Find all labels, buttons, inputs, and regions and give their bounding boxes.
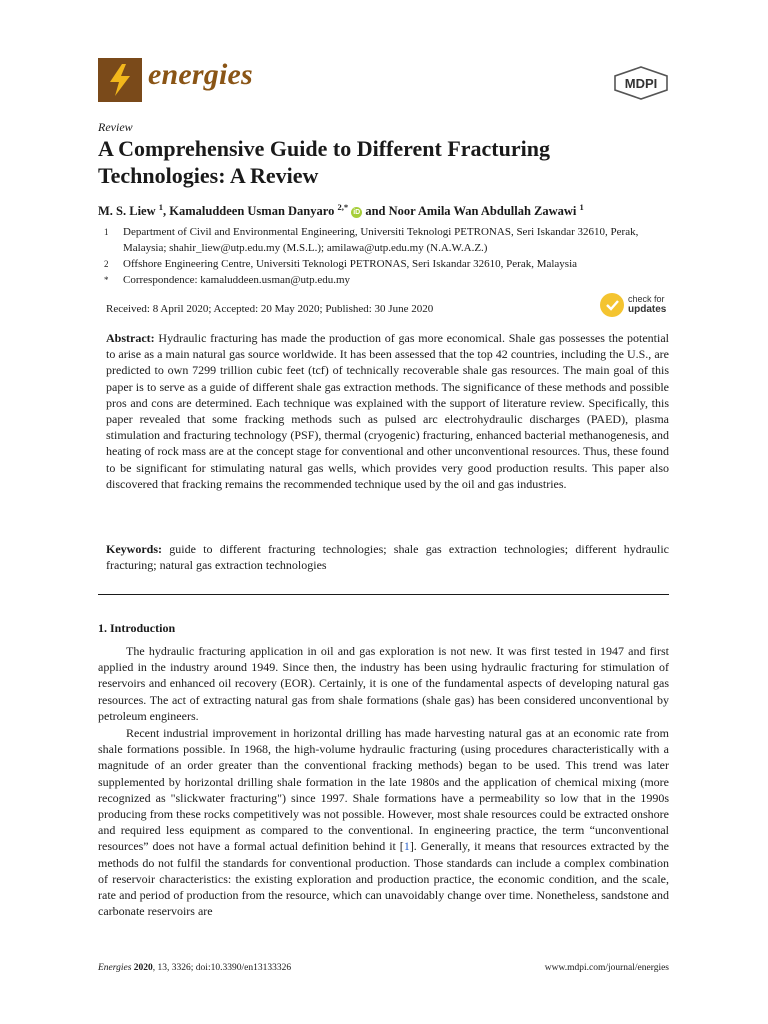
mdpi-logo <box>612 66 670 105</box>
intro-paragraph-2-text-b: ]. Generally, it means that resources extracted by the methods do not fulfil the standards for conventional production. Those standards can include a complex combination of reservoir characteristics: the existing exploration and production practice, the economic condition, and the scale, rate and period of production from the resource, which can unavoidably change over time. Nonetheless, sandstone and carbonate reservoirs are <box>98 839 669 919</box>
orcid-icon[interactable]: iD <box>353 209 361 217</box>
affiliation-mark: * <box>104 275 109 285</box>
article-type: Review <box>98 120 133 134</box>
paper-title: A Comprehensive Guide to Different Fracturing Technologies: A Review <box>98 136 550 188</box>
intro-paragraph-1: The hydraulic fracturing application in oil and gas exploration is not new. It was first tested in 1947 and first applied in the industry around 1949. Since then, the industry has been using hydraulic fracturing for stimulation of reservoirs and enhanced oil recovery (EOR). Certainly, it is one of the fundamental aspects of developing natural gas resources. The act of extracting natural gas from shale formations (shale gas) has been considered unconventional by petroleum engineers. <box>98 644 669 723</box>
check-updates-line2: updates <box>628 304 667 315</box>
abstract-text: Hydraulic fracturing has made the production of gas more economical. Shale gas possesses the potential to arise as a main natural gas source worldwide. It has been assessed that the top 42 countries, including the U.S., are predicted to own 7299 trillion cubic feet (tcf) of technically recoverable shale gas resources. The main goal of this paper is to serve as a guide of different shale gas extraction methods. The significance of these methods and possible pros and cons are determined. Each technique was explained with the support of literature review. Specifically, this paper revealed that some fracking methods such as pulsed arc electrohydraulic discharges (PAED), plasma stimulation and fracturing technology (PSF), thermal (cryogenic) fracturing, enhanced bacterial methanogenesis, and heating of rock mass are at the concept stage for conventional and other unconventional resources. Thus, these found to be significant for stimulating natural gas wells, which provides very good production results. This paper also discovered that fracking remains the recommended technique used by the oil and gas industries. <box>106 331 670 491</box>
mdpi-logo-text: MDPI <box>624 76 658 91</box>
section-heading: 1. Introduction <box>98 621 176 635</box>
lightning-bolt-icon <box>98 58 142 102</box>
author-affiliation-mark: 1 <box>579 202 584 212</box>
keywords-label: Keywords: <box>106 542 162 556</box>
correspondence-text: Correspondence: kamaluddeen.usman@utp.edu.my <box>123 274 351 286</box>
abstract <box>106 330 669 492</box>
correspondence <box>98 272 678 288</box>
intro-paragraph-2-text-a: Recent industrial improvement in horizontal drilling has made harvesting natural gas at an economic rate from shale formations possible. In 1968, the high-volume hydraulic fracturing (using procedures characteristically with a magnitude of an order greater than the conventional fracking methods) began to be used. This trend was later supplemented by horizontal drilling shale formation in the late 1980s and the application of chemical mixing (more recognized as "slickwater fracturing") since 1997. Shale formations have a permeability so low that in the 1990s producing from these rocks competitively was not possible. However, most shale resources could be extracted onshore and required less equipment as compared to the conventional. In engineering practice, the term “unconventional resources” does not have a formal actual definition behind it [ <box>98 726 669 854</box>
affiliation-text: Department of Civil and Environmental Engineering, Universiti Teknologi PETRONAS, Seri Iskandar 32610, Perak, Malaysia; shahir_liew@utp.edu.my (M.S.L.); amilawa@utp.edu.my (N.A.W.A.Z.) <box>123 226 639 254</box>
publication-dates: Received: 8 April 2020; Accepted: 20 May 2020; Published: 30 June 2020 <box>106 303 434 315</box>
abstract-label: Abstract: <box>106 331 155 345</box>
author-name: and Noor Amila Wan Abdullah Zawawi <box>365 204 577 219</box>
author-name: M. S. Liew <box>98 204 156 219</box>
affiliation-mark: 1 <box>104 227 109 237</box>
affiliation-text: Offshore Engineering Centre, Universiti Teknologi PETRONAS, Seri Iskandar 32610, Perak, Malaysia <box>123 258 578 270</box>
check-updates-line1: check for <box>628 294 665 304</box>
journal-name: energies <box>148 58 253 91</box>
footer-url[interactable]: www.mdpi.com/journal/energies <box>544 963 669 973</box>
author-affiliation-mark: 1 <box>158 202 164 212</box>
section-divider <box>98 594 669 595</box>
keywords-text: guide to different fracturing technologies; shale gas extraction technologies; different hydraulic fracturing; natural gas extraction technologies <box>106 542 670 573</box>
affiliation-2 <box>98 256 678 272</box>
footer-journal: Energies <box>98 963 132 973</box>
affiliation-mark: 2 <box>104 259 109 269</box>
journal-logo <box>98 58 142 102</box>
author-list: M. S. Liew $^1$, Kamaluddeen Usman Danyaro $^{2,*}$ iD and Noor Amila Wan Abdullah Zawawi $^1$ <box>98 202 584 219</box>
footer-citation <box>98 963 291 973</box>
author-affiliation-mark: 2,* <box>337 202 349 212</box>
check-for-updates-badge[interactable] <box>600 291 670 319</box>
keywords <box>106 541 669 573</box>
author-name: Kamaluddeen Usman Danyaro <box>169 204 335 219</box>
footer-citation-rest: , 13, 3326; doi:10.3390/en13133326 <box>152 963 292 973</box>
footer-year: 2020 <box>133 963 153 973</box>
reference-link[interactable]: 1 <box>403 839 410 854</box>
affiliation-1 <box>98 224 678 256</box>
check-updates-icon <box>600 293 624 317</box>
intro-paragraph-2 <box>98 725 669 919</box>
